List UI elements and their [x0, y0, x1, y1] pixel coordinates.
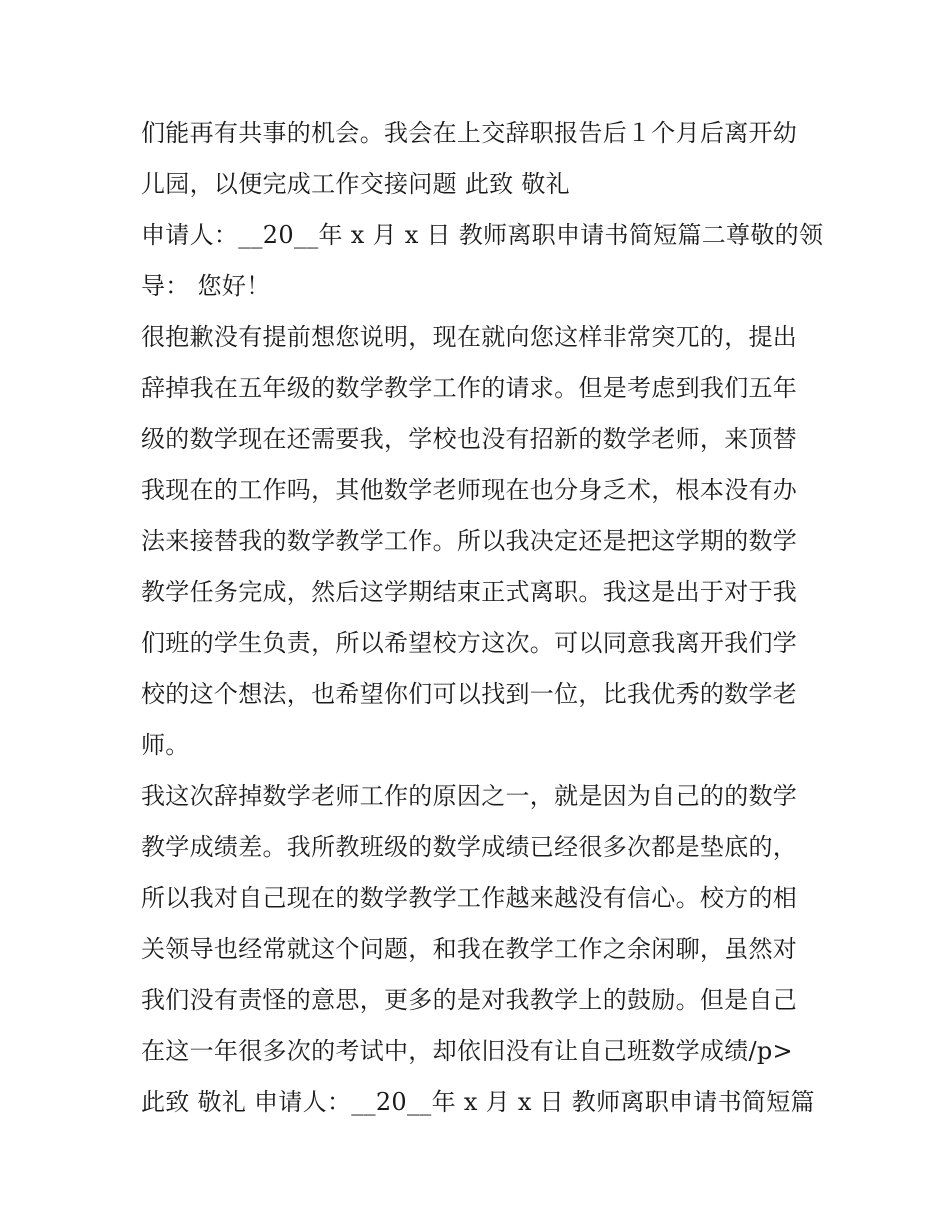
text-line: 们能再有共事的机会。我会在上交辞职报告后１个月后离开幼: [141, 119, 798, 147]
text-line: 师。: [141, 731, 190, 759]
document-body: [141, 108, 831, 1128]
text-line: 所以我对自己现在的数学教学工作越来越没有信心。校方的相: [141, 884, 798, 912]
text-line: 儿园，以便完成工作交接问题 此致 敬礼: [141, 170, 570, 198]
text-line: 我们没有责怪的意思，更多的是对我教学上的鼓励。但是自己: [141, 986, 798, 1014]
text-line: 关领导也经常就这个问题，和我在教学工作之余闲聊，虽然对: [141, 935, 798, 963]
text-line: 此致 敬礼 申请人：__20__年 x 月 x 日 教师离职申请书简短篇: [141, 1088, 815, 1116]
text-line: 申请人：__20__年 x 月 x 日 教师离职申请书简短篇二尊敬的领: [141, 221, 824, 249]
text-line: 法来接替我的数学教学工作。所以我决定还是把这学期的数学: [141, 527, 798, 555]
text-line: 校的这个想法，也希望你们可以找到一位，比我优秀的数学老: [141, 680, 798, 708]
text-line: 教学任务完成，然后这学期结束正式离职。我这是出于对于我: [141, 578, 798, 606]
text-line: 我现在的工作吗，其他数学老师现在也分身乏术，根本没有办: [141, 476, 798, 504]
text-line: 级的数学现在还需要我，学校也没有招新的数学老师，来顶替: [141, 425, 798, 453]
text-line: 们班的学生负责，所以希望校方这次。可以同意我离开我们学: [141, 629, 798, 657]
text-line: 导： 您好！: [141, 272, 271, 300]
text-line: 很抱歉没有提前想您说明，现在就向您这样非常突兀的，提出: [141, 323, 798, 351]
text-line: 教学成绩差。我所教班级的数学成绩已经很多次都是垫底的，: [141, 833, 798, 861]
text-line: 我这次辞掉数学老师工作的原因之一，就是因为自己的的数学: [141, 782, 798, 810]
text-line: 在这一年很多次的考试中，却依旧没有让自己班数学成绩/p>: [141, 1037, 793, 1065]
text-line: 辞掉我在五年级的数学教学工作的请求。但是考虑到我们五年: [141, 374, 798, 402]
